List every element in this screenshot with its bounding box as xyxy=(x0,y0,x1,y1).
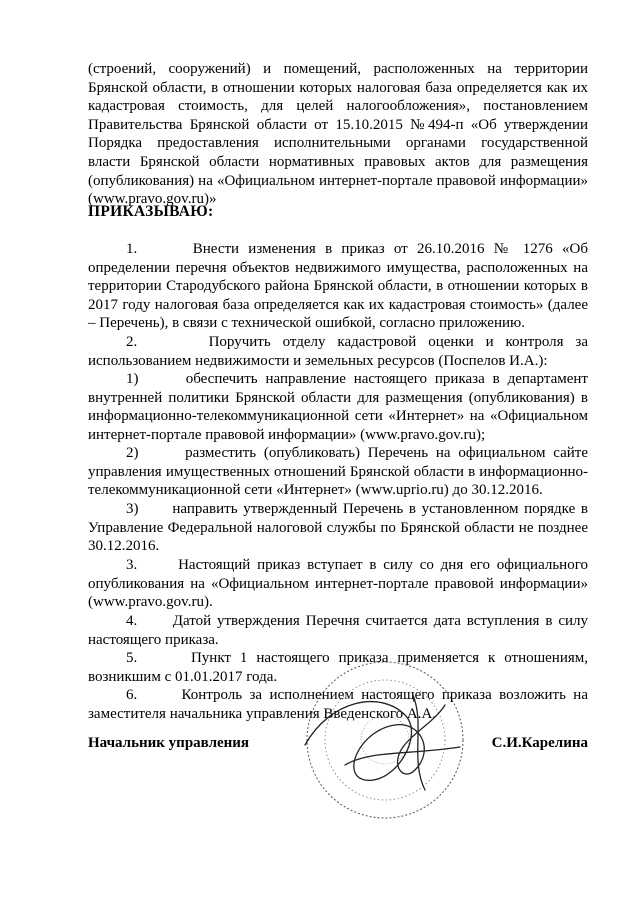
subitem-1: 1) обеспечить направление настоящего приказа в департамент внутренней политики Брянской области для размещения (опубликования) в информационно-телекоммуникационной сети «Интернет» на «Официальном интернет-портале правовой информации» (www.pravo.gov.ru); xyxy=(88,371,588,443)
item-5: 5. Пункт 1 настоящего приказа применяется к отношениям, возникшим с 01.01.2017 года. xyxy=(88,650,588,685)
subitem-2: 2) разместить (опубликовать) Перечень на официальном сайте управления имущественных отношений Брянской области в информационно-телекоммуникационной сети «Интернет» (www.uprio.ru) до 30.12.2016. xyxy=(88,445,588,499)
item-2: 2. Поручить отделу кадастровой оценки и контроля за использованием недвижимости и земельных ресурсов (Поспелов И.А.): xyxy=(88,334,588,369)
item-3: 3. Настоящий приказ вступает в силу со дня его официального опубликования на «Официальном интернет-портале правовой информации» (www.pravo.gov.ru). xyxy=(88,557,588,611)
subitem-3: 3) направить утвержденный Перечень в установленном порядке в Управление Федеральной налоговой службы по Брянской области не позднее 30.12.2016. xyxy=(88,501,588,555)
item-4: 4. Датой утверждения Перечня считается дата вступления в силу настоящего приказа. xyxy=(88,613,588,648)
signature-title: Начальник управления xyxy=(88,735,250,751)
order-heading: ПРИКАЗЫВАЮ: xyxy=(88,203,214,220)
item-1: 1. Внести изменения в приказ от 26.10.2016 № 1276 «Об определении перечня объектов недвижимого имущества, расположенных на территории Стародубского района Брянской области, в отношении которых в 2017 году налоговая база определяется как их кадастровая стоимость» (далее – Перечень), в связи с технической ошибкой, согласно приложению. xyxy=(88,241,588,332)
item-6: 6. Контроль за исполнением настоящего приказа возложить на заместителя начальника управления Введенского А.А. xyxy=(88,687,588,722)
intro-paragraph: (строений, сооружений) и помещений, расположенных на территории Брянской области, в отношении которых налоговая база определяется как их кадастровая стоимость, для целей налогообложения», постановлением Правительства Брянской области от 15.10.2015 №494-п «Об утверждении Порядка предоставления исполнительными органами государственной власти Брянской области нормативных правовых актов для размещения (опубликования) на «Официальном интернет-портале правовой информации» (www.pravo.gov.ru)» xyxy=(88,61,588,208)
signature-name: С.И.Карелина xyxy=(491,735,588,751)
stamp-signature-icon xyxy=(285,655,485,825)
